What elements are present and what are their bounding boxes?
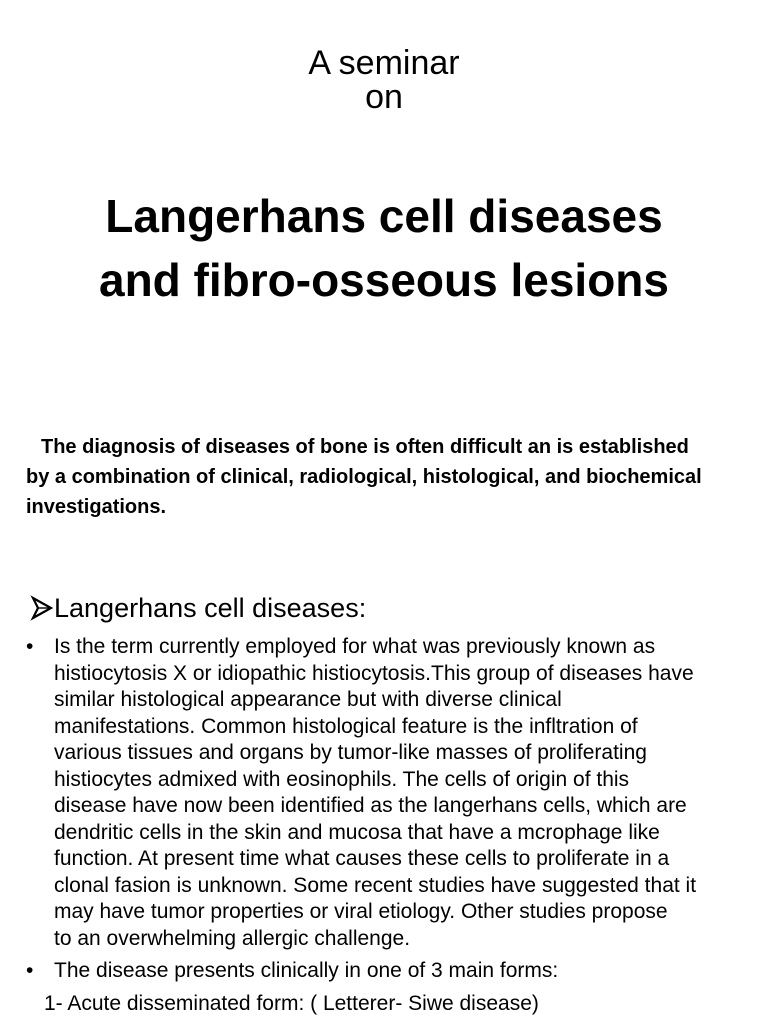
bullet-marker: •	[26, 635, 34, 658]
bullet-line: histiocytosis X or idiopathic histiocytosis.This group of diseases have	[54, 661, 694, 685]
intro-line-1: A seminar	[308, 44, 460, 82]
document-title	[0, 184, 768, 312]
bullet-line: disease have now been identified as the langerhans cells, which are	[54, 794, 687, 817]
abstract-line: by a combination of clinical, radiological, histological, and biochemical	[26, 466, 702, 488]
bullet-line: The disease presents clinically in one of 3 main forms:	[54, 959, 559, 982]
bullet-line: function. At present time what causes these cells to proliferate in a	[54, 847, 670, 870]
bullet-line: to an overwhelming allergic challenge.	[54, 926, 411, 950]
bullet-line: Is the term currently employed for what was previously known as	[54, 635, 656, 658]
bullet-line: various tissues and organs by tumor-like masses of proliferating	[54, 741, 647, 764]
section-heading-text: Langerhans cell diseases:	[54, 593, 367, 623]
title-line-1: Langerhans cell diseases	[105, 190, 663, 242]
bullet-line: dendritic cells in the skin and mucosa that have a mcrophage like	[54, 820, 660, 844]
form-subitem: 1- Acute disseminated form: ( Letterer- Siwe disease)	[44, 992, 539, 1015]
bullet-list	[26, 634, 750, 985]
arrow-bullet-icon	[30, 595, 54, 621]
bullet-line: similar histological appearance but with diverse clinical	[54, 688, 562, 711]
section-heading	[30, 588, 366, 628]
bullet-line: manifestations. Common histological feature is the infltration of	[54, 714, 638, 738]
intro-line-2: on	[365, 78, 403, 116]
bullet-line: histiocytes admixed with eosinophils. The cells of origin of this	[54, 767, 630, 791]
list-item	[26, 634, 750, 952]
list-item	[26, 958, 750, 985]
abstract-line: The diagnosis of diseases of bone is often difficult an is established	[41, 436, 689, 458]
seminar-intro	[0, 46, 768, 114]
bullet-line: may have tumor properties or viral etiology. Other studies propose	[54, 900, 668, 923]
abstract-paragraph	[26, 432, 746, 522]
bullet-line: clonal fasion is unknown. Some recent studies have suggested that it	[54, 873, 697, 897]
title-line-2: and fibro-osseous lesions	[99, 254, 669, 306]
bullet-marker: •	[26, 959, 34, 982]
abstract-line: investigations.	[26, 496, 167, 518]
